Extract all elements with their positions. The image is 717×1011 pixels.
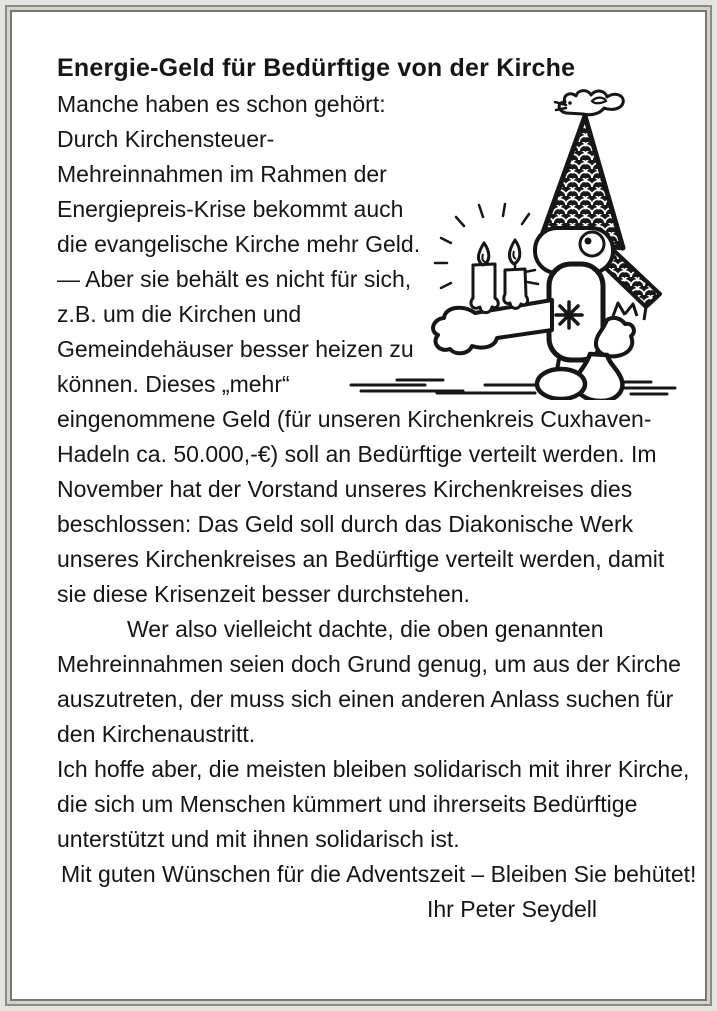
body-line: — Aber sie behält es nicht für sich, (57, 266, 412, 292)
article (57, 50, 697, 927)
body-line: unterstützt und mit ihnen solidarisch ist. (57, 826, 460, 852)
body-line: die evangelische Kirche mehr Geld. (57, 231, 421, 257)
body-line: unseres Kirchenkreises an Bedürftige verteilt werden, damit (57, 546, 665, 572)
body-line: die sich um Menschen kümmert und ihrerseits Bedürftige (57, 791, 638, 817)
body-line: Hadeln ca. 50.000,-€) soll an Bedürftige verteilt werden. Im (57, 441, 657, 467)
body-line: Energiepreis-Krise bekommt auch (57, 196, 404, 222)
body-line: Mehreinnahmen im Rahmen der (57, 161, 387, 187)
body-line: sie diese Krisenzeit besser durchstehen. (57, 581, 470, 607)
signature-line: Ihr Peter Seydell (427, 896, 598, 922)
body-line: Mehreinnahmen seien doch Grund genug, um aus der Kirche (57, 651, 681, 677)
body-line: Gemeindehäuser besser heizen zu (57, 336, 414, 362)
body-line: auszutreten, der muss sich einen anderen Anlass suchen für (57, 686, 674, 712)
closing-line: Mit guten Wünschen für die Adventszeit – Bleiben Sie behütet! (61, 861, 697, 887)
body-line: z.B. um die Kirchen und (57, 301, 302, 327)
body-line: beschlossen: Das Geld soll durch das Diakonische Werk (57, 511, 634, 537)
body-line: können. Dieses „mehr“ (57, 371, 290, 397)
body-line: Ich hoffe aber, die meisten bleiben solidarisch mit ihrer Kirche, (57, 756, 690, 782)
body-line: eingenommene Geld (für unseren Kirchenkreis Cuxhaven- (57, 406, 652, 432)
page-title: Energie-Geld für Bedürftige von der Kirche (57, 54, 576, 82)
body-line: Manche haben es schon gehört: (57, 91, 386, 117)
body-line: November hat der Vorstand unseres Kirchenkreises dies (57, 476, 633, 502)
body-line: den Kirchenaustritt. (57, 721, 256, 747)
body-line: Durch Kirchensteuer- (57, 126, 275, 152)
body-line: Wer also vielleicht dachte, die oben genannten (127, 616, 604, 642)
